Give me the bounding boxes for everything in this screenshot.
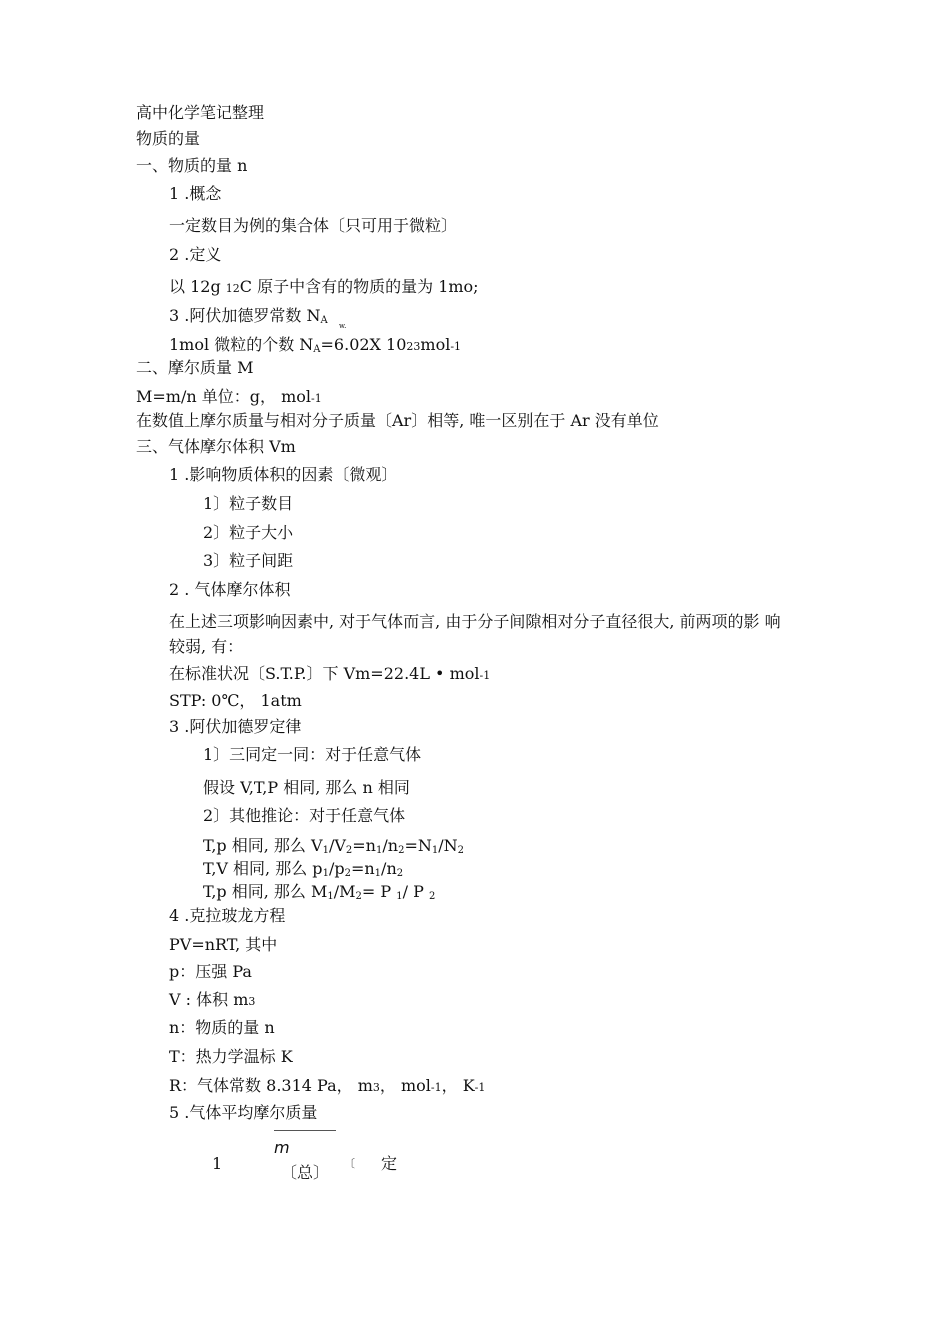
inference-2-part: =n: [350, 859, 375, 878]
item-gas-molar-volume: 2 . 气体摩尔体积: [169, 580, 291, 599]
definition-mass-number: 12: [225, 282, 240, 295]
avogadro-text: [169, 335, 461, 357]
stray-mark: w.: [339, 322, 347, 330]
gas-constant-text: R：气体常数 8.314 Pa， m: [169, 1076, 373, 1095]
var-amount: n：物质的量 n: [169, 1018, 275, 1037]
avogadro-text-pre: 1mol 微粒的个数 N: [169, 335, 314, 354]
definition-text: [169, 277, 479, 299]
inference-2-part: /n: [381, 859, 397, 878]
sub: 2: [457, 845, 464, 856]
inference-3-part: /M: [333, 882, 356, 901]
var-volume-text: V : 体积 m: [169, 990, 249, 1009]
concept-text: 一定数目为例的集合体〔只可用于微粒〕: [169, 216, 458, 235]
stp-unit-exponent: -1: [479, 669, 491, 682]
molar-mass-note: 在数值上摩尔质量与相对分子质量〔Ar〕相等, 唯一区别在于 Ar 没有单位: [136, 411, 659, 430]
item-avogadro-constant: [169, 306, 328, 326]
sub: 1: [322, 845, 329, 856]
chapter-title: 物质的量: [136, 129, 201, 148]
avogadro-unit: mol: [420, 335, 451, 354]
gas-constant-exp-3: -1: [474, 1081, 486, 1094]
item-concept: 1 .概念: [169, 184, 222, 203]
var-volume: [169, 990, 255, 1012]
stp-molar-volume: [169, 664, 490, 686]
avogadro-unit-exponent: -1: [450, 340, 462, 353]
avogadro-subscript: A: [320, 315, 328, 326]
avogadro-label: 3 .阿伏加德罗常数 N: [169, 306, 321, 325]
factor-2: 2〕粒子大小: [203, 523, 294, 542]
inference-1-part: /N: [438, 836, 458, 855]
inference-2-pre: T,V 相同, 那么 p: [203, 859, 323, 878]
fraction-m: m: [274, 1138, 290, 1157]
section-1-heading: 一、物质的量 n: [136, 156, 248, 175]
gas-constant-exp-1: 3: [372, 1081, 380, 1094]
var-volume-exponent: 3: [248, 995, 256, 1008]
var-temperature: T：热力学温标 K: [169, 1047, 293, 1066]
item-clapeyron: 4 .克拉玻龙方程: [169, 906, 286, 925]
definition-pre: 以 12g: [169, 277, 226, 296]
inference-3-part: / P: [402, 882, 429, 901]
inference-1-part: =n: [352, 836, 376, 855]
section-3-heading: 三、气体摩尔体积 Vm: [136, 437, 296, 456]
molar-mass-formula-text: M=m/n 单位：g， mol: [136, 387, 311, 406]
gas-volume-para-line-2: 较弱, 有：: [169, 637, 244, 656]
item-volume-factors: 1 .影响物质体积的因素〔微观〕: [169, 465, 398, 484]
inference-2: [203, 859, 403, 879]
sub: 2: [398, 845, 405, 856]
factor-3: 3〕粒子间距: [203, 551, 294, 570]
fraction-total: 〔总〕: [281, 1163, 330, 1182]
stp-definition: STP: 0℃， 1atm: [169, 691, 302, 710]
fraction-ding: 定: [381, 1154, 398, 1173]
var-gas-constant: [169, 1076, 485, 1098]
clapeyron-equation: PV=nRT, 其中: [169, 935, 278, 954]
sub: 1: [374, 868, 382, 879]
avogadro-text-sub: A: [313, 344, 321, 355]
inference-1-part: /V: [328, 836, 346, 855]
sub: 2: [396, 868, 404, 879]
inference-1-part: /n: [382, 836, 399, 855]
molar-mass-formula: [136, 387, 322, 409]
sub: 2: [428, 891, 436, 902]
section-2-heading: 二、摩尔质量 M: [136, 358, 254, 377]
fraction-index: 1: [212, 1154, 223, 1173]
inference-3: [203, 882, 435, 902]
fraction-paren: 〔: [344, 1157, 355, 1170]
inference-3-part: = P: [361, 882, 397, 901]
definition-post: C 原子中含有的物质的量为 1mo;: [239, 277, 479, 296]
molar-mass-unit-exponent: -1: [311, 392, 322, 405]
fraction-bar: [274, 1130, 336, 1131]
item-definition: 2 .定义: [169, 245, 222, 264]
gas-constant-exp-2: -1: [430, 1081, 442, 1094]
sub: 1: [431, 845, 439, 856]
sub: 1: [375, 845, 383, 856]
avogadro-law-1: 1〕三同定一同：对于任意气体: [203, 745, 422, 764]
stp-molar-volume-text: 在标准状况〔S.T.P.〕下 Vm=22.4L • mol: [169, 664, 480, 683]
inference-1-part: =N: [404, 836, 432, 855]
sub: 2: [355, 891, 362, 902]
avogadro-exponent: 23: [406, 340, 421, 353]
avogadro-law-2: 2〕其他推论：对于任意气体: [203, 806, 406, 825]
sub: 1: [327, 891, 334, 902]
item-avogadro-law: 3 .阿伏加德罗定律: [169, 717, 302, 736]
var-pressure: p：压强 Pa: [169, 962, 252, 981]
sub: 2: [344, 868, 351, 879]
avogadro-law-1-text: 假设 V,T,P 相同, 那么 n 相同: [203, 778, 410, 797]
item-average-molar-mass: 5 .气体平均摩尔质量: [169, 1103, 318, 1122]
factor-1: 1〕粒子数目: [203, 494, 294, 513]
sub: 2: [345, 845, 353, 856]
gas-volume-para-line-1: 在上述三项影响因素中, 对于气体而言, 由于分子间隙相对分子直径很大, 前两项的影 响: [169, 612, 781, 631]
inference-3-pre: T,p 相同, 那么 M: [203, 882, 328, 901]
sub: 1: [322, 868, 329, 879]
gas-constant-mid-2: ， K: [441, 1076, 475, 1095]
avogadro-text-mid: =6.02X 10: [320, 335, 407, 354]
doc-title: 高中化学笔记整理: [136, 103, 265, 122]
gas-constant-mid: ， mol: [379, 1076, 431, 1095]
inference-1-pre: T,p 相同, 那么 V: [203, 836, 323, 855]
inference-1: [203, 836, 464, 856]
inference-2-part: /p: [328, 859, 345, 878]
sub: 1: [396, 891, 403, 902]
